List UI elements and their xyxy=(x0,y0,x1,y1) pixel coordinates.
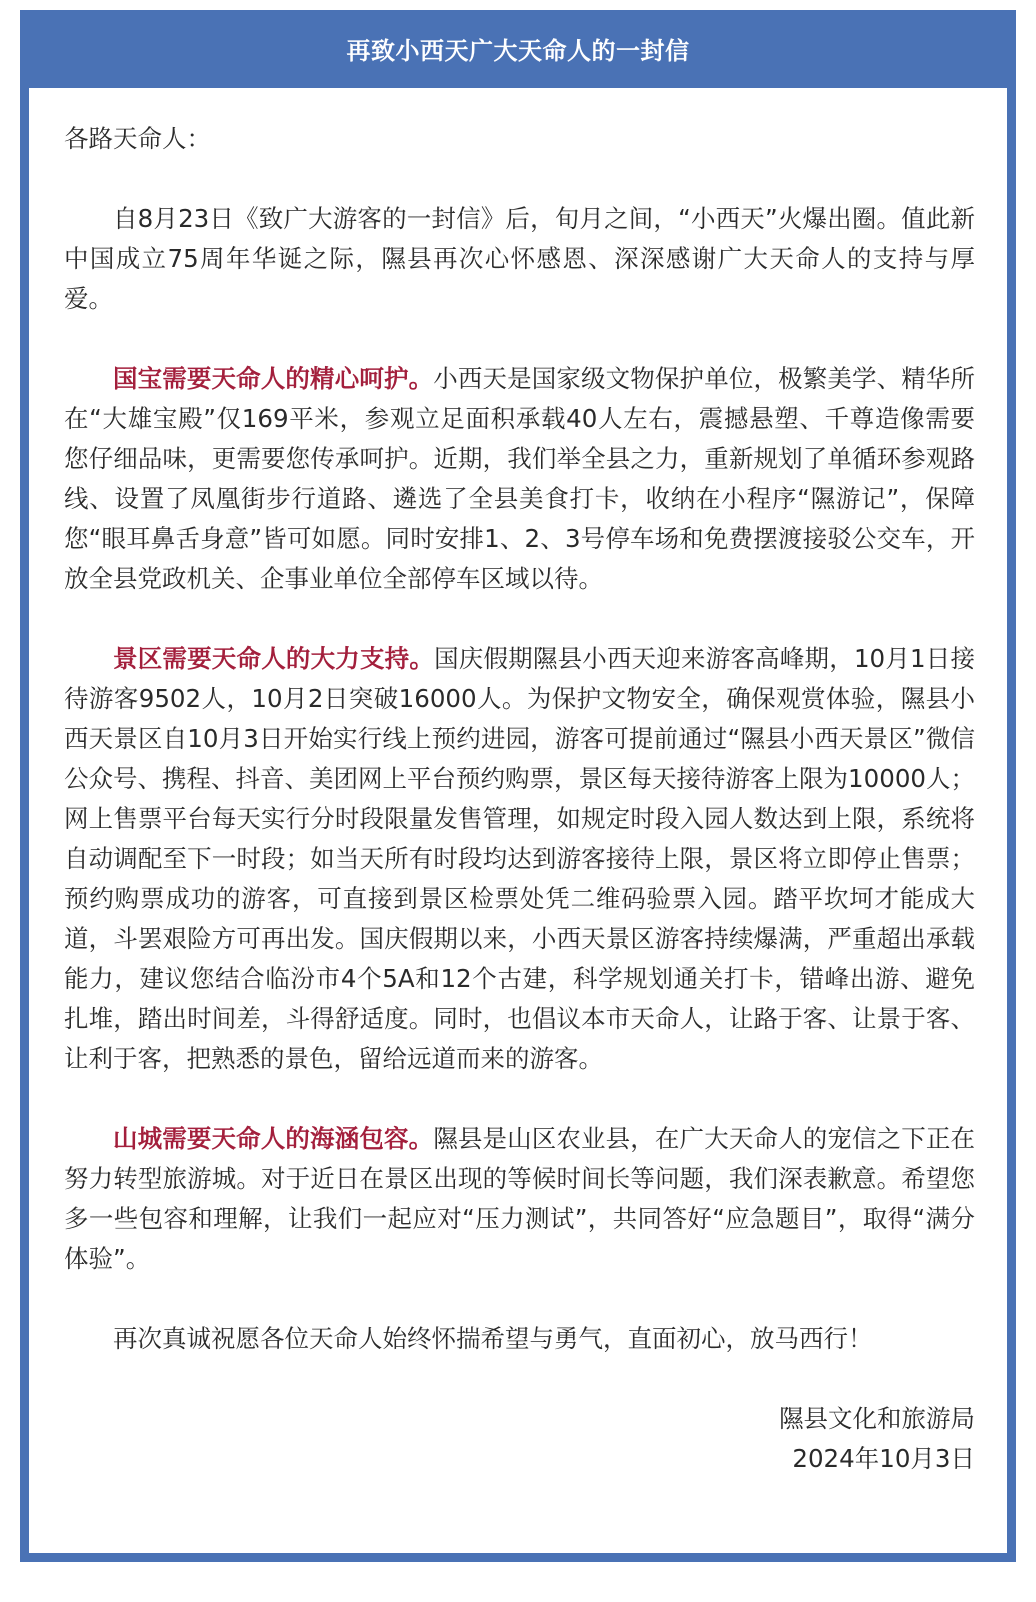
letter-body xyxy=(64,119,975,1479)
paragraph-text: 隰县是山区农业县，在广大天命人的宠信之下正在努力转型旅游城。对于近日在景区出现的等候时间长等问题，我们深表歉意。希望您多一些包容和理解，让我们一起应对“压力测试”，共同答好“应急题目”，取得“满分体验”。 xyxy=(64,1124,976,1273)
paragraph-text: 国庆假期隰县小西天迎来游客高峰期，10月1日接待游客9502人，10月2日突破16000人。为保护文物安全，确保观赏体验，隰县小西天景区自10月3日开始实行线上预约进园，游客可提前通过“隰县小西天景区”微信公众号、携程、抖音、美团网上平台预约购票，景区每天接待游客上限为10000人；网上售票平台每天实行分时段限量发售管理，如规定时段入园人数达到上限，系统将自动调配至下一时段；如当天所有时段均达到游客接待上限，景区将立即停止售票；预约购票成功的游客，可直接到景区检票处凭二维码验票入园。踏平坎坷才能成大道，斗罢艰险方可再出发。国庆假期以来，小西天景区游客持续爆满，严重超出承载能力，建议您结合临汾市4个5A和12个古建，科学规划通关打卡，错峰出游、避免扎堆，踏出时间差，斗得舒适度。同时，也倡议本市天命人，让路于客、让景于客、让利于客，把熟悉的景色，留给远道而来的游客。 xyxy=(64,644,975,1073)
paragraph-text: 自8月23日《致广大游客的一封信》后，旬月之间，“小西天”火爆出圈。值此新中国成立75周年华诞之际，隰县再次心怀感恩、深深感谢广大天命人的支持与厚爱。 xyxy=(64,204,975,313)
paragraph-heritage xyxy=(64,359,975,599)
letter-title: 再致小西天广大天命人的一封信 xyxy=(29,19,1007,88)
paragraph-scenic-area xyxy=(64,639,975,1079)
paragraph-lead: 国宝需要天命人的精心呵护。 xyxy=(113,364,434,393)
paragraph-mountain-city xyxy=(64,1119,975,1279)
letter-frame xyxy=(20,10,1016,1562)
signature-date: 2024年10月3日 xyxy=(792,1444,975,1473)
paragraph-text: 小西天是国家级文物保护单位，极繁美学、精华所在“大雄宝殿”仅169平米，参观立足面积承载40人左右，震撼悬塑、千尊造像需要您仔细品味，更需要您传承呵护。近期，我们举全县之力，重新规划了单循环参观路线、设置了凤凰街步行道路、遴选了全县美食打卡，收纳在小程序“隰游记”，保障您“眼耳鼻舌身意”皆可如愿。同时安排1、2、3号停车场和免费摆渡接驳公交车，开放全县党政机关、企事业单位全部停车区域以待。 xyxy=(64,364,976,593)
salutation: 各路天命人： xyxy=(64,124,211,153)
paragraph-intro xyxy=(64,199,975,319)
paragraph-lead: 景区需要天命人的大力支持。 xyxy=(113,644,435,673)
paragraph-lead: 山城需要天命人的海涵包容。 xyxy=(113,1124,434,1153)
signature-org: 隰县文化和旅游局 xyxy=(779,1404,975,1433)
closing-line: 再次真诚祝愿各位天命人始终怀揣希望与勇气，直面初心，放马西行！ xyxy=(113,1324,873,1353)
